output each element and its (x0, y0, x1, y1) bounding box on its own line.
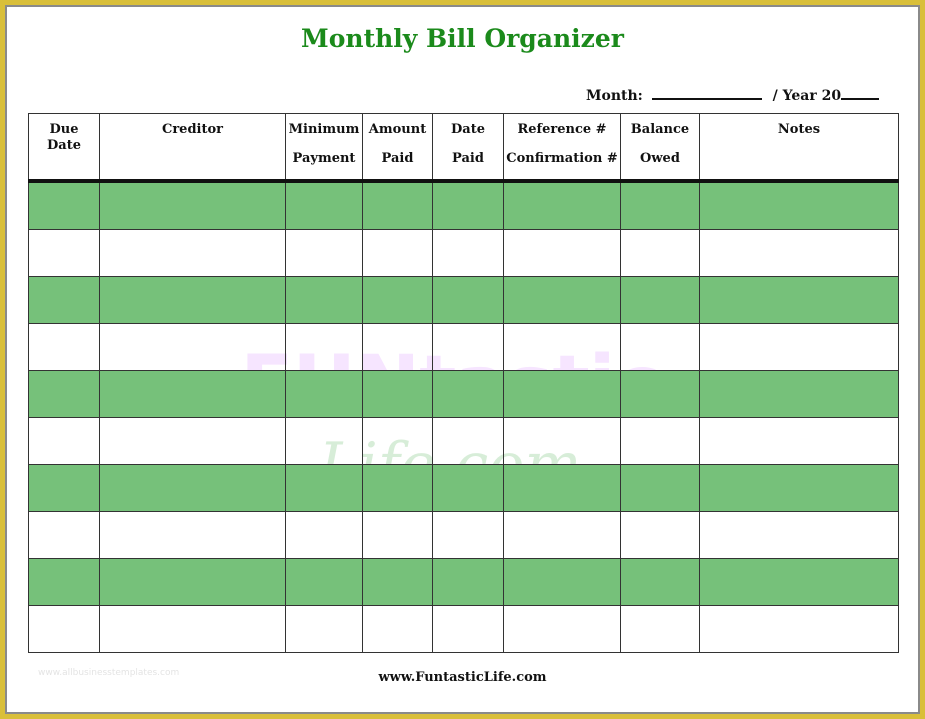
table-cell[interactable] (621, 230, 700, 277)
table-cell[interactable] (286, 371, 363, 418)
month-label: Month: (586, 88, 643, 104)
table-cell[interactable] (286, 181, 363, 230)
table-cell[interactable] (621, 418, 700, 465)
col-line2: Date (47, 138, 81, 153)
table-cell[interactable] (100, 230, 286, 277)
table-cell[interactable] (29, 512, 100, 559)
table-cell[interactable] (286, 418, 363, 465)
table-cell[interactable] (433, 512, 504, 559)
table-cell[interactable] (433, 371, 504, 418)
table-cell[interactable] (286, 277, 363, 324)
col-line1: Creditor (161, 122, 224, 137)
col-line1: Balance (630, 122, 690, 137)
table-cell[interactable] (504, 559, 621, 606)
table-cell[interactable] (363, 371, 433, 418)
col-line1: Amount (368, 122, 427, 137)
table-cell[interactable] (100, 371, 286, 418)
table-cell[interactable] (621, 465, 700, 512)
table-cell[interactable] (100, 324, 286, 371)
month-blank[interactable] (652, 84, 762, 100)
table-cell[interactable] (100, 512, 286, 559)
table-cell[interactable] (363, 230, 433, 277)
table-cell[interactable] (700, 324, 899, 371)
table-cell[interactable] (29, 418, 100, 465)
table-row (29, 230, 899, 277)
table-cell[interactable] (504, 512, 621, 559)
table-cell[interactable] (363, 606, 433, 653)
table-cell[interactable] (363, 277, 433, 324)
col-balance-owed (621, 114, 700, 182)
col-line2: Payment (292, 151, 356, 166)
table-cell[interactable] (100, 606, 286, 653)
table-cell[interactable] (700, 181, 899, 230)
table-cell[interactable] (29, 277, 100, 324)
table-cell[interactable] (621, 512, 700, 559)
table-row (29, 559, 899, 606)
table-cell[interactable] (433, 277, 504, 324)
table-cell[interactable] (700, 371, 899, 418)
table-cell[interactable] (433, 606, 504, 653)
table-cell[interactable] (363, 559, 433, 606)
table-cell[interactable] (700, 606, 899, 653)
table-cell[interactable] (700, 277, 899, 324)
table-cell[interactable] (286, 324, 363, 371)
table-cell[interactable] (286, 230, 363, 277)
table-cell[interactable] (29, 230, 100, 277)
col-line1: Notes (777, 122, 821, 137)
table-cell[interactable] (504, 606, 621, 653)
col-line2: Paid (381, 151, 414, 166)
col-line2: Confirmation # (506, 151, 618, 166)
page-title: Monthly Bill Organizer (301, 24, 624, 53)
col-amount-paid (363, 114, 433, 182)
col-line1: Reference # (517, 122, 607, 137)
table-cell[interactable] (504, 230, 621, 277)
table-cell[interactable] (504, 181, 621, 230)
table-cell[interactable] (504, 418, 621, 465)
table-row (29, 606, 899, 653)
table-cell[interactable] (433, 418, 504, 465)
col-line2: Paid (452, 151, 484, 166)
col-notes (700, 114, 899, 182)
table-row (29, 371, 899, 418)
table-cell[interactable] (621, 277, 700, 324)
table-cell[interactable] (100, 465, 286, 512)
table-cell[interactable] (286, 465, 363, 512)
col-line1: Minimum (288, 122, 360, 137)
table-cell[interactable] (700, 230, 899, 277)
table-cell[interactable] (363, 324, 433, 371)
table-cell[interactable] (504, 465, 621, 512)
table-cell[interactable] (29, 559, 100, 606)
table-cell[interactable] (363, 181, 433, 230)
table-cell[interactable] (433, 559, 504, 606)
table-cell[interactable] (621, 324, 700, 371)
table-cell[interactable] (700, 418, 899, 465)
bill-table (28, 113, 899, 653)
col-reference (504, 114, 621, 182)
header-row (29, 114, 899, 182)
table-cell[interactable] (29, 606, 100, 653)
table-cell[interactable] (621, 606, 700, 653)
table-cell[interactable] (29, 324, 100, 371)
table-cell[interactable] (286, 559, 363, 606)
col-line1: Date (451, 122, 485, 137)
table-cell[interactable] (700, 559, 899, 606)
table-cell[interactable] (363, 418, 433, 465)
table-cell[interactable] (700, 512, 899, 559)
table-cell[interactable] (100, 559, 286, 606)
table-cell[interactable] (504, 324, 621, 371)
table-row (29, 465, 899, 512)
footer-url: www.FuntasticLife.com (378, 670, 547, 685)
month-year-line (586, 84, 879, 104)
table-cell[interactable] (433, 324, 504, 371)
table-cell[interactable] (29, 371, 100, 418)
table-row (29, 512, 899, 559)
table-cell[interactable] (700, 465, 899, 512)
table-cell[interactable] (100, 181, 286, 230)
col-line2: Owed (640, 151, 680, 166)
table-cell[interactable] (621, 181, 700, 230)
table-row (29, 418, 899, 465)
col-creditor (100, 114, 286, 182)
col-line1: Due (49, 122, 79, 137)
table-cell[interactable] (621, 559, 700, 606)
table-cell[interactable] (363, 465, 433, 512)
table-cell[interactable] (100, 418, 286, 465)
year-label: / Year 20 (772, 88, 842, 104)
table-cell[interactable] (621, 371, 700, 418)
col-minimum-payment (286, 114, 363, 182)
table-cell[interactable] (29, 465, 100, 512)
table-cell[interactable] (100, 277, 286, 324)
table-cell[interactable] (286, 606, 363, 653)
faint-credit: www.allbusinesstemplates.com (38, 668, 180, 678)
table-row (29, 277, 899, 324)
table-cell[interactable] (504, 277, 621, 324)
table-row (29, 181, 899, 230)
table-cell[interactable] (363, 512, 433, 559)
col-date-paid (433, 114, 504, 182)
table-cell[interactable] (433, 465, 504, 512)
year-blank[interactable] (841, 84, 879, 100)
table-cell[interactable] (433, 230, 504, 277)
table-cell[interactable] (504, 371, 621, 418)
table-cell[interactable] (286, 512, 363, 559)
table-row (29, 324, 899, 371)
table-cell[interactable] (433, 181, 504, 230)
col-due-date (29, 114, 100, 182)
table-cell[interactable] (29, 181, 100, 230)
